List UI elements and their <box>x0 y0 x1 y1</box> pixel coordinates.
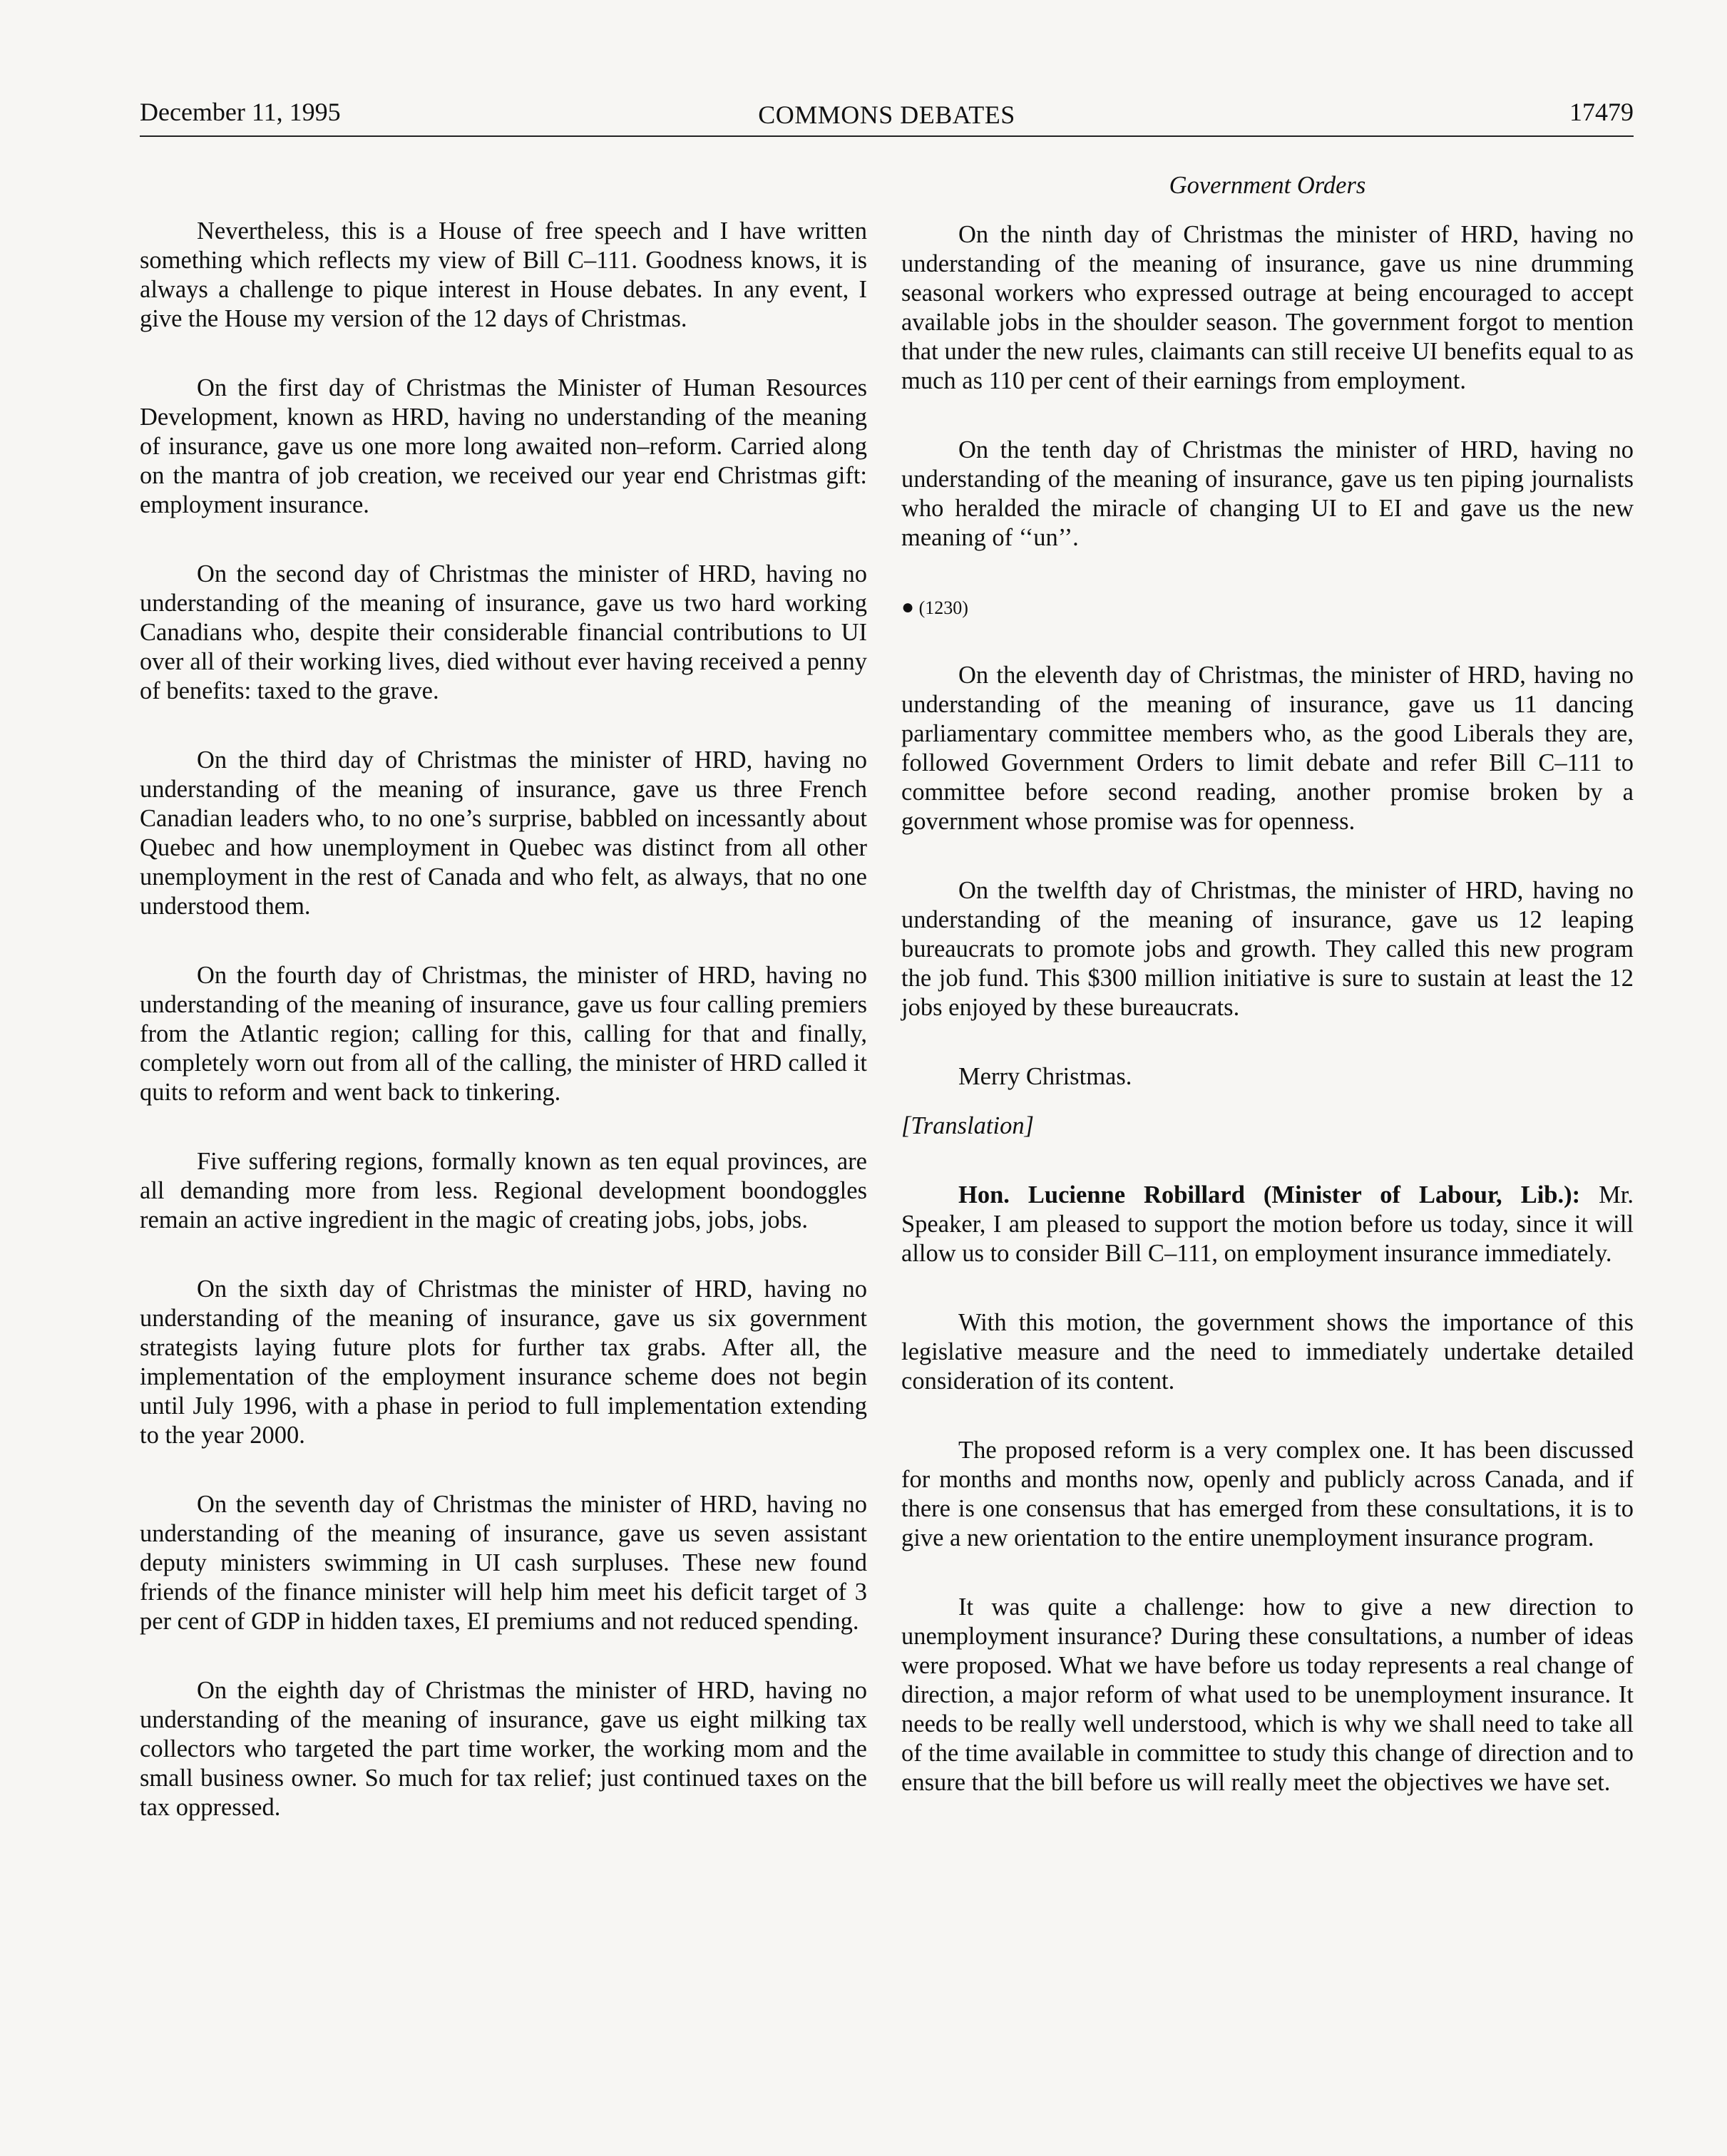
translation-label: [Translation] <box>901 1112 1034 1139</box>
paragraph: On the eighth day of Christmas the minister of HRD, having no understanding of the meaning of insurance, gave us eight milking tax collectors who targeted the part time worker, the working mom and the small business owner. So much for tax relief; just continued taxes on the tax oppressed. <box>140 1677 867 1821</box>
paragraph: Nevertheless, this is a House of free speech and I have written something which reflects my view of Bill C–111. Goodness knows, it is always a challenge to pique interest in House debates. In any event, I give the House my version of the 12 days of Christmas. <box>140 217 867 332</box>
paragraph: On the seventh day of Christmas the minister of HRD, having no understanding of the meaning of insurance, gave us seven assistant deputy ministers swimming in UI cash surpluses. These new found friends of the finance minister will help him meet his deficit target of 3 per cent of GDP in hidden taxes, EI premiums and not reduced spending. <box>140 1491 867 1635</box>
paragraph: On the sixth day of Christmas the minister of HRD, having no understanding of the meaning of insurance, gave us six government strategists laying future plots for further tax grabs. After all, the implementation of the employment insurance scheme does not begin until July 1996, with a phase in period to full implementation extending to the year 2000. <box>140 1275 867 1449</box>
header-date: December 11, 1995 <box>140 98 341 126</box>
paragraph: On the ninth day of Christmas the minister of HRD, having no understanding of the meaning of insurance, gave us nine drumming seasonal workers who expressed outrage at being encouraged to accept available jobs in the shoulder season. The government forgot to mention that under the new rules, claimants can still receive UI benefits equal to as much as 110 per cent of their earnings from employment. <box>901 221 1634 394</box>
section-title: Government Orders <box>1169 172 1366 199</box>
paragraph: It was quite a challenge: how to give a new direction to unemployment insurance? During these consultations, a number of ideas were proposed. What we have before us today represents a real change of direction, a major reform of what used to be unemployment insurance. It needs to be really well understood, which is why we shall need to take all of the time available in committee to study this change of direction and to ensure that the bill before us will really meet the objectives we have set. <box>901 1593 1634 1796</box>
paragraph: On the eleventh day of Christmas, the minister of HRD, having no understanding of the meaning of insurance, gave us 11 dancing parliamentary committee members who, as the good Liberals they are, followed Government Orders to limit debate and refer Bill C–111 to committee before second reading, another promise broken by a government whose promise was for openness. <box>901 662 1634 835</box>
paragraph: On the twelfth day of Christmas, the minister of HRD, having no understanding of the meaning of insurance, gave us 12 leaping bureaucrats to promote jobs and growth. They called this new program the job fund. This $300 million initiative is sure to sustain at least the 12 jobs enjoyed by these bureaucrats. <box>901 877 1634 1021</box>
left-column-spacer <box>140 171 867 217</box>
speech-opening-text: Mr. Speaker, I am pleased to support the motion before us today, since it will allow us to consider Bill C–111, on employment insurance immediately. <box>901 1181 1634 1267</box>
header-title: COMMONS DEBATES <box>758 101 1015 129</box>
speaker-name: Hon. Lucienne Robillard (Minister of Labour, Lib.): <box>958 1181 1581 1208</box>
page-header <box>140 93 1634 137</box>
paragraph: On the second day of Christmas the minister of HRD, having no understanding of the meaning of insurance, gave us two hard working Canadians who, despite their considerable financial contributions to UI over all of their working lives, died without ever having received a penny of benefits: taxed to the grave. <box>140 560 867 704</box>
paragraph: On the tenth day of Christmas the minister of HRD, having no understanding of the meaning of insurance, gave us ten piping journalists who heralded the miracle of changing UI to EI and gave us the new meaning of ‘‘un’’. <box>901 436 1634 551</box>
speech-opening-paragraph <box>901 1181 1634 1268</box>
time-marker <box>901 592 1634 622</box>
paragraph: With this motion, the government shows the importance of this legislative measure and the need to immediately undertake detailed consideration of its content. <box>901 1309 1634 1395</box>
bullet-icon: ● <box>901 595 915 619</box>
time-marker-text: (1230) <box>918 597 968 618</box>
paragraph: Five suffering regions, formally known as ten equal provinces, are all demanding more from less. Regional development boondoggles remain an active ingredient in the magic of creating jobs, jobs, jobs. <box>140 1148 867 1233</box>
paragraph: The proposed reform is a very complex one. It has been discussed for months and months now, openly and publicly across Canada, and if there is one consensus that has emerged from these consultations, it is to give a new orientation to the entire unemployment insurance program. <box>901 1437 1634 1551</box>
left-column <box>140 171 867 1862</box>
paragraph: On the third day of Christmas the minister of HRD, having no understanding of the meaning of insurance, gave us three French Canadian leaders who, to no one’s surprise, babbled on incessantly about Quebec and how unemployment in Quebec was distinct from all other unemployment in the rest of Canada and who felt, as always, that no one understood them. <box>140 746 867 920</box>
right-column <box>901 171 1634 1837</box>
paragraph: Merry Christmas. <box>958 1063 1132 1090</box>
paragraph: On the fourth day of Christmas, the minister of HRD, having no understanding of the meaning of insurance, gave us four calling premiers from the Atlantic region; calling for this, calling for that and finally, completely worn out from all of the calling, the minister of HRD called it quits to reform and went back to tinkering. <box>140 962 867 1106</box>
header-page-number: 17479 <box>1569 98 1634 126</box>
paragraph: On the first day of Christmas the Minister of Human Resources Development, known as HRD, having no understanding of the meaning of insurance, gave us one more long awaited non–reform. Carried along on the mantra of job creation, we received our year end Christmas gift: employment insurance. <box>140 374 867 518</box>
